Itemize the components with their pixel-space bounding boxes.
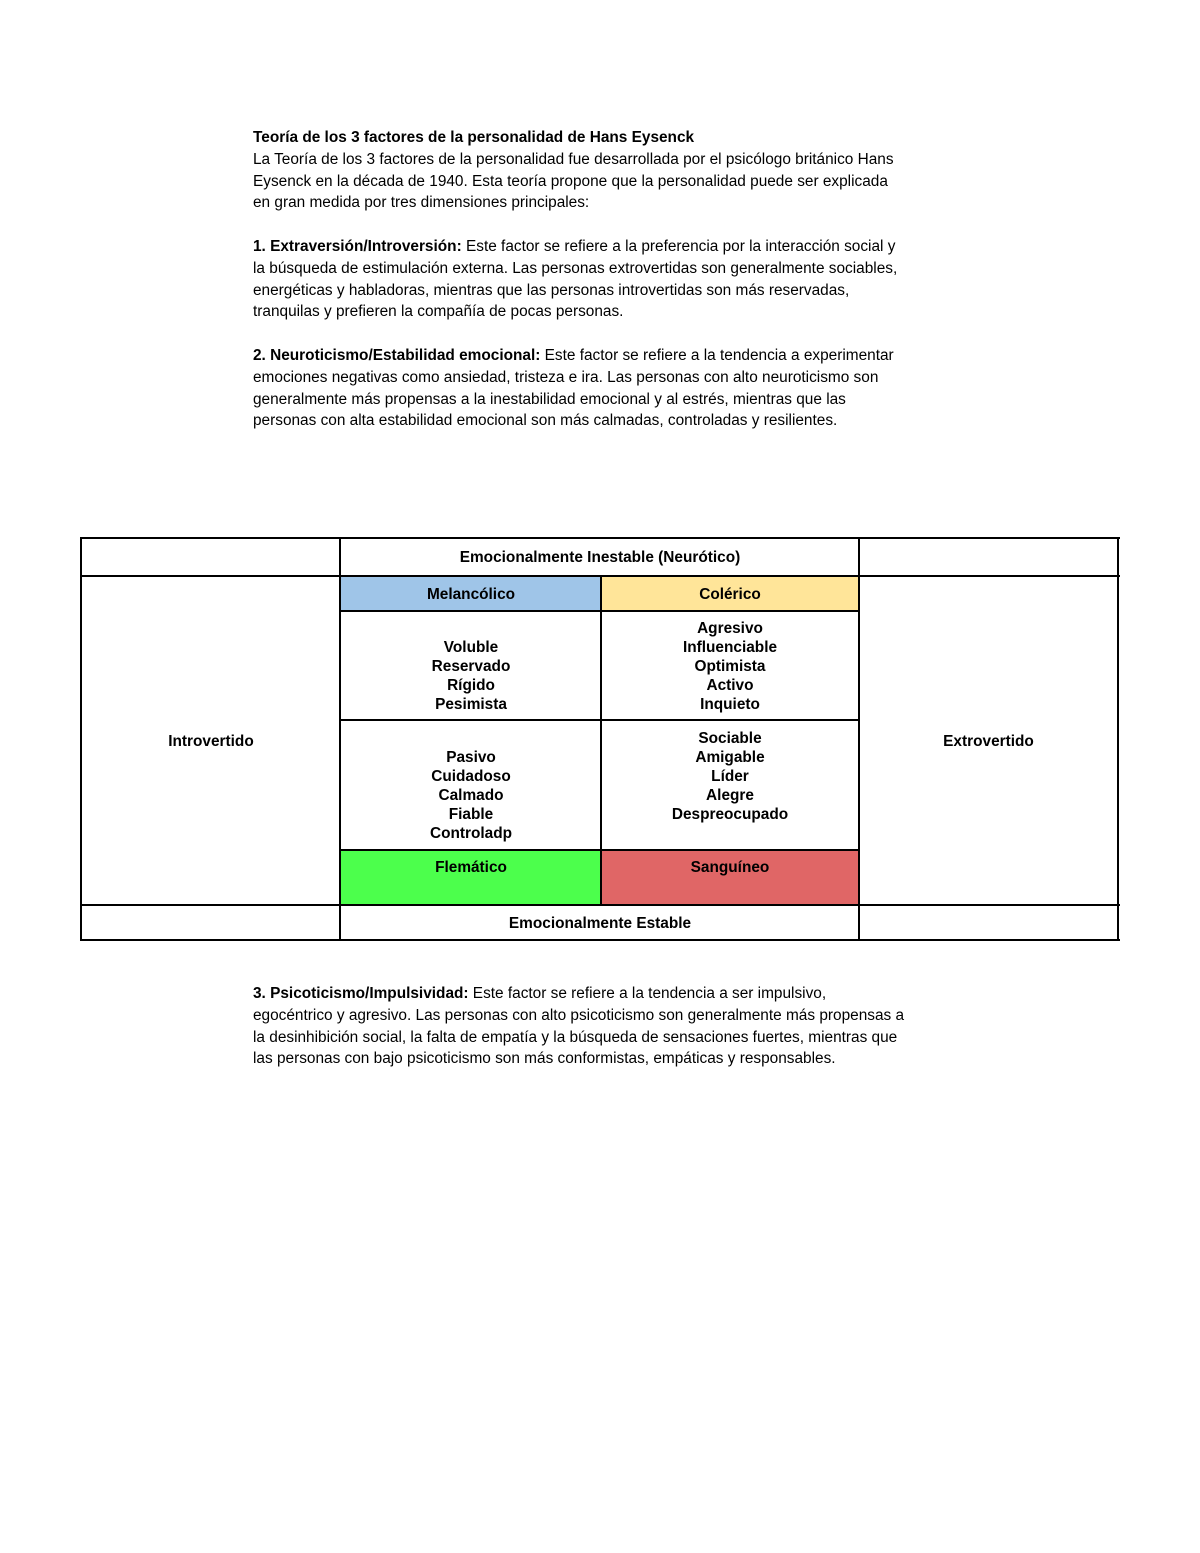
factor3-line: egocéntrico y agresivo. Las personas con alto psicoticismo son generalmente más propensas a — [253, 1006, 905, 1024]
factor3-heading: 3. Psicoticismo/Impulsividad: — [253, 985, 469, 1002]
trait: Fiable — [448, 806, 494, 823]
extrovert-label-cell — [859, 577, 1118, 905]
factor3-text: Este factor se refiere a la tendencia a ser impulsivo, — [468, 985, 827, 1002]
trait: Rígido — [447, 677, 495, 694]
table-border — [80, 939, 1120, 941]
table-border — [1117, 537, 1119, 941]
introvert-label-cell — [81, 577, 341, 905]
choleric-traits — [601, 612, 859, 720]
factor2-text: Este factor se refiere a la tendencia a experimentar — [540, 346, 894, 364]
table-border — [80, 537, 1120, 539]
factor2-line: personas con alta estabilidad emocional son más calmadas, controladas y resilientes. — [253, 412, 838, 430]
choleric-cell — [601, 577, 859, 611]
table-border — [858, 537, 860, 941]
trait: Influenciable — [682, 639, 778, 656]
factor1-line: tranquilas y prefieren la compañía de pocas personas. — [253, 303, 624, 321]
factor1-first-line — [253, 236, 953, 258]
trait: Voluble — [443, 639, 499, 656]
trait: Reservado — [431, 658, 511, 675]
factor3-text-block — [253, 983, 953, 1070]
trait: Agresivo — [697, 620, 763, 637]
neurotic-label-cell — [341, 538, 859, 577]
trait: Activo — [706, 677, 754, 694]
choleric-label: Colérico — [699, 585, 761, 603]
introvert-label: Introvertido — [168, 732, 254, 750]
trait: Inquieto — [700, 696, 760, 713]
intro-line: en gran medida por tres dimensiones principales: — [253, 194, 590, 212]
trait: Optimista — [694, 658, 766, 675]
factor3-first-line — [253, 983, 953, 1005]
phlegmatic-traits — [341, 721, 601, 850]
factor2-heading: 2. Neuroticismo/Estabilidad emocional: — [253, 346, 541, 364]
factor3-line: las personas con bajo psicoticismo son más conformistas, empáticas y responsables. — [253, 1050, 836, 1068]
phlegmatic-label: Flemático — [435, 859, 507, 876]
trait: Calmado — [438, 787, 504, 804]
factor1-line: la búsqueda de estimulación externa. Las personas extrovertidas son generalmente sociables, — [253, 259, 898, 277]
trait: Controladp — [429, 825, 513, 842]
melancholic-traits — [341, 612, 601, 720]
trait: Sociable — [698, 730, 762, 747]
extrovert-label: Extrovertido — [943, 732, 1034, 750]
trait: Pasivo — [446, 749, 496, 766]
sanguine-traits — [601, 721, 859, 850]
trait: Pesimista — [435, 696, 507, 713]
trait: Amigable — [695, 749, 765, 766]
factor1-heading: 1. Extraversión/Introversión: — [253, 237, 462, 255]
factor2-first-line — [253, 345, 953, 367]
intro-line: Eysenck en la década de 1940. Esta teoría propone que la personalidad puede ser explicada — [253, 172, 888, 190]
trait: Despreocupado — [671, 806, 789, 823]
factor2-line: generalmente más propensas a la inestabilidad emocional y al estrés, mientras que las — [253, 390, 846, 408]
stable-label-cell — [341, 905, 859, 941]
sanguine-label: Sanguíneo — [690, 859, 770, 876]
document-title: Teoría de los 3 factores de la personalidad de Hans Eysenck — [253, 129, 695, 146]
table-border — [80, 537, 82, 941]
intro-line: La Teoría de los 3 factores de la personalidad fue desarrollada por el psicólogo británico Hans — [253, 150, 894, 168]
factor3-line: la desinhibición social, la falta de empatía y la búsqueda de sensaciones fuertes, mientras que — [253, 1028, 898, 1046]
melancholic-cell — [341, 577, 601, 611]
intro-text — [253, 127, 953, 432]
phlegmatic-cell — [341, 850, 601, 905]
factor2-line: emociones negativas como ansiedad, tristeza e ira. Las personas con alto neuroticismo son — [253, 368, 879, 386]
trait: Alegre — [706, 787, 754, 804]
neurotic-label: Emocionalmente Inestable (Neurótico) — [459, 549, 741, 566]
factor1-line: energéticas y habladoras, mientras que las personas introvertidas son más reservadas, — [253, 281, 850, 299]
melancholic-label: Melancólico — [426, 585, 516, 603]
trait: Cuidadoso — [431, 768, 511, 785]
table-border — [339, 537, 341, 941]
factor1-text: Este factor se refiere a la preferencia por la interacción social y — [461, 237, 896, 255]
table-border — [600, 575, 602, 906]
stable-label: Emocionalmente Estable — [508, 914, 692, 932]
trait: Líder — [711, 768, 749, 785]
sanguine-cell — [601, 850, 859, 905]
